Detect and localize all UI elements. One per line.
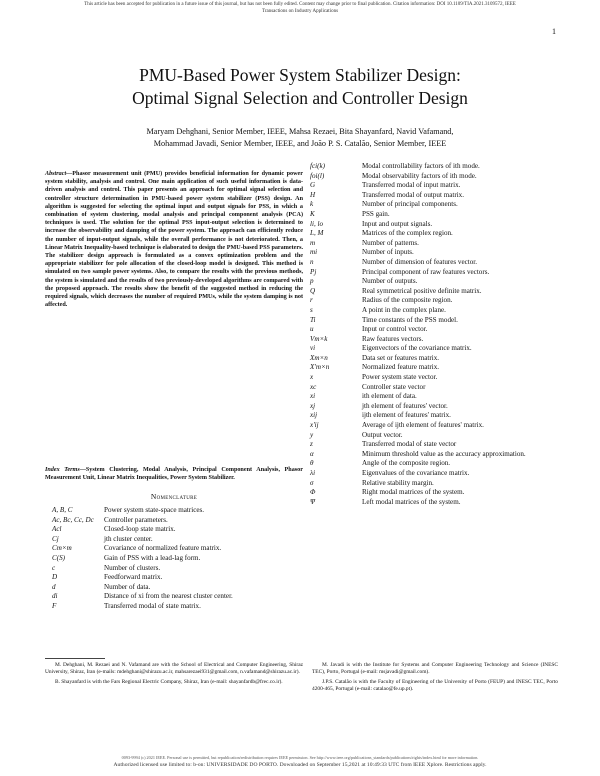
journal-header-note bbox=[0, 2, 600, 15]
nomenclature-symbol: Xm×n bbox=[310, 353, 328, 362]
nomenclature-description: Transferred modal of input matrix. bbox=[362, 181, 461, 190]
nomenclature-row bbox=[310, 440, 558, 450]
nomenclature-row bbox=[310, 459, 558, 469]
nomenclature-description: Time constants of the PSS model. bbox=[362, 315, 458, 324]
nomenclature-description: Power system state vector. bbox=[362, 373, 438, 382]
nomenclature-description: Number of patterns. bbox=[362, 238, 419, 247]
nomenclature-symbol: Cj bbox=[52, 534, 59, 543]
nomenclature-list-right bbox=[310, 162, 558, 507]
author-list bbox=[40, 126, 560, 150]
index-terms-label: Index Terms bbox=[45, 467, 80, 473]
nomenclature-symbol: xij bbox=[310, 411, 318, 420]
header-note-line-1: This article has been accepted for publication in a future issue of this journal, but has not been fully edited. Content may change prior to final publication. Citation information: DOI 10.1109/TIA.2021.3109572, IEEE bbox=[84, 2, 516, 7]
nomenclature-description: Number of principal components. bbox=[362, 200, 458, 209]
nomenclature-description: Transferred modal of output matrix. bbox=[362, 190, 464, 199]
nomenclature-symbol: L, M bbox=[310, 229, 324, 238]
nomenclature-description: Input and output signals. bbox=[362, 219, 433, 228]
nomenclature-symbol: xc bbox=[310, 382, 317, 391]
nomenclature-description: Right modal matrices of the system. bbox=[362, 488, 465, 497]
nomenclature-row bbox=[52, 592, 304, 602]
nomenclature-row bbox=[52, 583, 304, 593]
nomenclature-symbol: K bbox=[310, 209, 315, 218]
nomenclature-row bbox=[310, 363, 558, 373]
nomenclature-description: Transferred modal of state vector bbox=[362, 440, 457, 449]
nomenclature-description: Angle of the composite region. bbox=[362, 459, 451, 468]
nomenclature-description: Modal controllability factors of ith mode. bbox=[362, 162, 480, 170]
nomenclature-description: ijth element of features' matrix. bbox=[362, 411, 451, 420]
footnotes-left bbox=[45, 662, 303, 689]
footnote-paragraph: J.P.S. Catalão is with the Faculty of Engineering of the University of Porto (FEUP) and INESC TEC, Porto 4200-465, Portugal (e-mail: catalao@fe.up.pt). bbox=[312, 679, 558, 692]
nomenclature-row bbox=[52, 506, 304, 516]
license-notice: Authorized licensed use limited to: b-on: UNIVERSIDADE DO PORTO. Downloaded on September 15,2021 at 10:49:33 UTC from IEEE Xplore. Restrictions apply. bbox=[113, 762, 487, 768]
nomenclature-description: Normalized feature matrix. bbox=[362, 363, 440, 372]
nomenclature-row bbox=[310, 469, 558, 479]
nomenclature-description: Minimum threshold value as the accuracy approximation. bbox=[362, 449, 526, 458]
nomenclature-symbol: α bbox=[310, 449, 314, 458]
nomenclature-row bbox=[52, 516, 304, 526]
nomenclature-row bbox=[310, 287, 558, 297]
nomenclature-symbol: Ti bbox=[310, 315, 316, 324]
nomenclature-description: Relative stability margin. bbox=[362, 478, 434, 487]
nomenclature-symbol: G bbox=[310, 181, 316, 190]
nomenclature-row bbox=[52, 544, 304, 554]
nomenclature-row bbox=[310, 181, 558, 191]
nomenclature-row bbox=[52, 554, 304, 564]
nomenclature-symbol: H bbox=[310, 190, 316, 199]
nomenclature-symbol: li, lo bbox=[310, 219, 324, 228]
nomenclature-symbol: n bbox=[310, 257, 314, 266]
nomenclature-heading: Nomenclature bbox=[150, 492, 198, 501]
nomenclature-row bbox=[310, 402, 558, 412]
nomenclature-description: Data set or features matrix. bbox=[362, 353, 440, 362]
nomenclature-description: Number of data. bbox=[104, 582, 151, 591]
nomenclature-row bbox=[310, 383, 558, 393]
nomenclature-description: Transferred modal of state matrix. bbox=[104, 601, 201, 610]
nomenclature-symbol: s bbox=[310, 305, 313, 314]
nomenclature-row bbox=[52, 525, 304, 535]
nomenclature-symbol: d bbox=[52, 582, 56, 591]
abstract bbox=[45, 170, 303, 309]
nomenclature-description: Matrices of the complex region. bbox=[362, 229, 453, 238]
nomenclature-description: Covariance of normalized feature matrix. bbox=[104, 544, 222, 553]
nomenclature-description: Closed-loop state matrix. bbox=[104, 525, 176, 534]
nomenclature-row bbox=[310, 325, 558, 335]
nomenclature-symbol: Q bbox=[310, 286, 316, 295]
nomenclature-symbol: λi bbox=[310, 469, 316, 477]
nomenclature-row bbox=[310, 306, 558, 316]
nomenclature-description: Input or control vector. bbox=[362, 325, 428, 334]
nomenclature-description: Average of ijth element of features' matrix. bbox=[362, 421, 484, 430]
nomenclature-symbol: c bbox=[52, 563, 56, 572]
nomenclature-symbol: di bbox=[52, 592, 58, 601]
title-line-1: PMU-Based Power System Stabilizer Design: bbox=[139, 65, 461, 85]
nomenclature-description: Controller state vector bbox=[362, 382, 426, 391]
nomenclature-symbol: fci(k) bbox=[310, 162, 325, 170]
nomenclature-description: ith element of data. bbox=[362, 392, 417, 401]
nomenclature-row bbox=[310, 316, 558, 326]
nomenclature-description: Modal observability factors of ith mode. bbox=[362, 171, 477, 180]
nomenclature-row bbox=[310, 373, 558, 383]
nomenclature-description: Feedforward matrix. bbox=[104, 573, 163, 582]
nomenclature-symbol: Φ bbox=[310, 488, 316, 497]
nomenclature-row bbox=[310, 239, 558, 249]
nomenclature-description: Real symmetrical positive definite matrix. bbox=[362, 286, 482, 295]
copyright-notice: 0093-9994 (c) 2021 IEEE. Personal use is permitted, but republication/redistribution requires IEEE permission. See http://www.ieee.org/publications_standards/publications/rights/index.html for more information. bbox=[121, 755, 479, 760]
nomenclature-row bbox=[310, 450, 558, 460]
nomenclature-row bbox=[310, 431, 558, 441]
nomenclature-description: Distance of xi from the nearest cluster center. bbox=[104, 592, 233, 601]
nomenclature-symbol: D bbox=[52, 573, 58, 582]
nomenclature-row bbox=[310, 488, 558, 498]
index-terms-text: —System Clustering, Modal Analysis, Principal Component Analysis, Phasor Measurement Unit, Linear Matrix Inequalities, Power System Stabilizer. bbox=[45, 467, 303, 482]
nomenclature-symbol: xi bbox=[310, 392, 316, 401]
nomenclature-description: Raw features vectors. bbox=[362, 334, 424, 343]
nomenclature-row bbox=[310, 479, 558, 489]
nomenclature-row bbox=[310, 162, 558, 172]
footnote-divider bbox=[45, 658, 105, 659]
nomenclature-description: Gain of PSS with a lead-lag form. bbox=[104, 553, 201, 562]
nomenclature-symbol: Acl bbox=[52, 525, 62, 534]
nomenclature-row bbox=[52, 573, 304, 583]
title-line-2: Optimal Signal Selection and Controller Design bbox=[132, 88, 468, 108]
footnote-paragraph: M. Javadi is with the Institute for Systems and Computer Engineering Technology and Science (INESC TEC), Porto, Portugal (e-mail: msjavadi@gmail.com). bbox=[312, 662, 558, 675]
nomenclature-symbol: vi bbox=[310, 344, 316, 353]
nomenclature-description: Eigenvalues of the covariance matrix. bbox=[362, 469, 470, 477]
nomenclature-row bbox=[52, 564, 304, 574]
nomenclature-description: Number of dimension of features vector. bbox=[362, 257, 478, 266]
nomenclature-row bbox=[310, 498, 558, 508]
nomenclature-description: Left modal matrices of the system. bbox=[362, 497, 461, 506]
nomenclature-symbol: F bbox=[52, 601, 57, 610]
nomenclature-symbol: r bbox=[310, 296, 313, 305]
nomenclature-row bbox=[310, 421, 558, 431]
nomenclature-symbol: σ bbox=[310, 478, 314, 487]
nomenclature-row bbox=[310, 210, 558, 220]
nomenclature-description: Radius of the composite region. bbox=[362, 296, 453, 305]
nomenclature-row bbox=[310, 296, 558, 306]
nomenclature-symbol: X'm×n bbox=[310, 363, 330, 372]
nomenclature-row bbox=[310, 277, 558, 287]
footnote-paragraph: M. Dehghani, M. Rezaei and N. Vafamand are with the School of Electrical and Computer Engineering, Shiraz University, Shiraz, Iran (e-mails: mdehghani@shirazu.ac.ir, mahsarezaei931@gmail.com, n.vafamand@shirazu.ac.ir). bbox=[45, 662, 303, 675]
nomenclature-description: Number of clusters. bbox=[104, 563, 161, 572]
nomenclature-symbol: mi bbox=[310, 248, 318, 257]
page-number: 1 bbox=[552, 27, 556, 36]
nomenclature-description: jth element of features' vector. bbox=[362, 401, 448, 410]
nomenclature-symbol: x bbox=[310, 373, 314, 382]
authors-line-1: Maryam Dehghani, Senior Member, IEEE, Mahsa Rezaei, Bita Shayanfard, Navid Vafamand, bbox=[146, 127, 454, 136]
nomenclature-symbol: Cm×m bbox=[52, 544, 72, 553]
nomenclature-symbol: xj bbox=[310, 401, 316, 410]
nomenclature-symbol: u bbox=[310, 325, 314, 334]
nomenclature-description: Power system state-space matrices. bbox=[104, 506, 205, 514]
nomenclature-row bbox=[310, 354, 558, 364]
nomenclature-row bbox=[310, 191, 558, 201]
nomenclature-row bbox=[310, 229, 558, 239]
footnotes-right bbox=[312, 662, 558, 696]
nomenclature-row bbox=[310, 248, 558, 258]
nomenclature-row bbox=[310, 344, 558, 354]
authors-line-2: Mohammad Javadi, Senior Member, IEEE, and João P. S. Catalão, Senior Member, IEEE bbox=[153, 139, 447, 148]
index-terms bbox=[45, 466, 303, 482]
nomenclature-list-left bbox=[52, 506, 304, 612]
nomenclature-symbol: x'ij bbox=[310, 421, 319, 430]
nomenclature-description: Output vector. bbox=[362, 430, 403, 439]
nomenclature-symbol: Ψ bbox=[310, 497, 315, 506]
nomenclature-symbol: Pj bbox=[310, 267, 317, 276]
nomenclature-description: Number of outputs. bbox=[362, 277, 418, 286]
nomenclature-description: PSS gain. bbox=[362, 209, 390, 218]
footnote-paragraph: B. Shayanfard is with the Fars Regional Electric Company, Shiraz, Iran (e-mail: shayanfardb@frec.co.ir). bbox=[55, 679, 283, 685]
nomenclature-symbol: C(S) bbox=[52, 553, 66, 562]
nomenclature-description: Controller parameters. bbox=[104, 515, 168, 524]
nomenclature-row bbox=[310, 392, 558, 402]
nomenclature-row bbox=[310, 268, 558, 278]
nomenclature-row bbox=[310, 258, 558, 268]
nomenclature-description: Eigenvectors of the covariance matrix. bbox=[362, 344, 472, 353]
nomenclature-symbol: m bbox=[310, 238, 316, 247]
nomenclature-symbol: Ac, Bc, Cc, Dc bbox=[52, 515, 94, 524]
paper-title bbox=[40, 64, 560, 110]
nomenclature-row bbox=[310, 411, 558, 421]
header-note-line-2: Transactions on Industry Applications bbox=[261, 8, 339, 14]
nomenclature-symbol: p bbox=[310, 277, 314, 286]
abstract-text: Phasor measurement unit (PMU) provides beneficial information for dynamic power system stability, analysis and control. One main application of such useful information is data-driven analysis and control. This paper presents an approach for optimal signal selection and controller structure determination in PMU-based power system stabilizer (PSS) design. An algorithm is suggested for selecting the optimal input and output signals for PSS, in which a combination of system clustering, modal analysis and principal component analysis (PCA) techniques is used. The solution for the optimal PSS input-output selection is determined to increase the observability and damping of the power system. The approach can efficiently reduce the number of input-output signals, while the overall performance is not deteriorated. Then, a Linear Matrix Inequality-based technique is elaborated to design the PMU-based PSS parameters. The stabilizer design approach is formulated as a convex optimization problem and the appropriate stabilizer for pole allocation of the closed-loop model is designed. This method is simulated on two sample power systems. Also, to compare the results with the previous methods, the system is simulated and the results of two previously-developed algorithms are compared with the proposed approach. The results show the benefit of the suggested method in reducing the required signals, which decreases the number of required PMUs, while the system damping is not affected. bbox=[45, 171, 303, 309]
nomenclature-symbol: k bbox=[310, 200, 314, 209]
nomenclature-description: Principal component of raw features vectors. bbox=[362, 267, 490, 276]
nomenclature-description: Number of inputs. bbox=[362, 248, 414, 257]
nomenclature-row bbox=[310, 172, 558, 182]
nomenclature-symbol: θ bbox=[310, 459, 314, 468]
nomenclature-symbol: Vm×k bbox=[310, 334, 328, 343]
nomenclature-symbol: foi(l) bbox=[310, 171, 325, 180]
nomenclature-symbol: A, B, C bbox=[52, 506, 73, 514]
nomenclature-row bbox=[310, 220, 558, 230]
nomenclature-row bbox=[52, 535, 304, 545]
nomenclature-symbol: y bbox=[310, 430, 314, 439]
nomenclature-row bbox=[52, 602, 304, 612]
nomenclature-description: jth cluster center. bbox=[104, 534, 153, 543]
nomenclature-symbol: z bbox=[310, 440, 313, 449]
nomenclature-description: A point in the complex plane. bbox=[362, 305, 446, 314]
abstract-label: Abstract— bbox=[45, 171, 73, 177]
nomenclature-row bbox=[310, 200, 558, 210]
nomenclature-row bbox=[310, 335, 558, 345]
